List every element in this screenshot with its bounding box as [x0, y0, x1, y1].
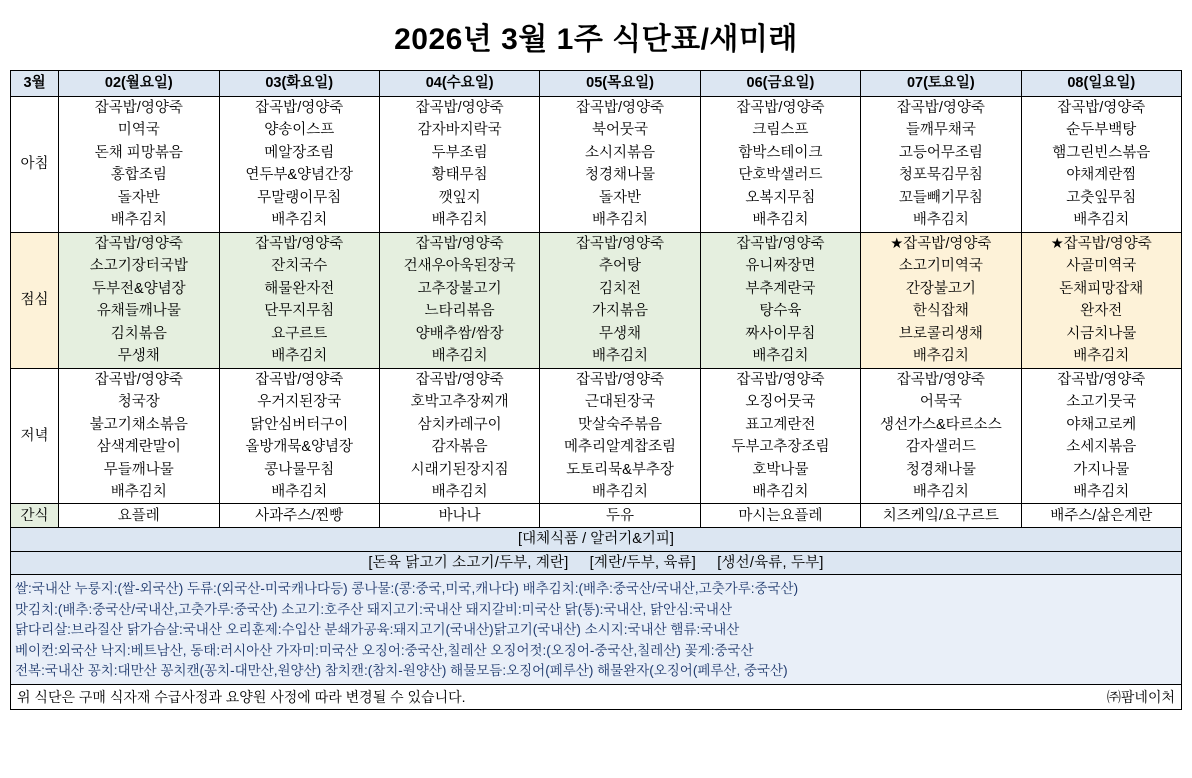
menu-item: 가지볶음: [592, 303, 649, 320]
meal-cell-breakfast-mon: [59, 97, 219, 233]
menu-item: 해물완자전: [264, 280, 335, 297]
snack-cell-tue: 사과주스/찐빵: [219, 504, 379, 528]
menu-item: 느타리볶음: [424, 303, 495, 320]
menu-item: 순두부백탕: [1066, 122, 1137, 139]
menu-item: 두부조림: [431, 144, 488, 161]
snack-cell-wed: 바나나: [379, 504, 539, 528]
menu-item: 표고계란전: [745, 416, 816, 433]
menu-item: 잡곡밥/영양죽: [94, 371, 183, 388]
meal-cell-breakfast-fri: [700, 97, 860, 233]
meal-cell-lunch-thu: [540, 232, 700, 368]
menu-item: 잡곡밥/영양죽: [415, 100, 504, 116]
menu-item: 배추김치: [1073, 348, 1130, 365]
menu-item: 호박나물: [752, 461, 809, 478]
menu-item: 유채들깨나물: [96, 303, 181, 320]
menu-item: 청국장: [117, 394, 160, 411]
menu-item: 배추김치: [912, 348, 969, 365]
menu-item: 감자볶음: [431, 439, 488, 456]
menu-item: 요구르트: [271, 325, 328, 342]
alt-food-items: [11, 551, 1182, 574]
origin-note-line: 쌀:국내산 누룽지:(쌀-외국산) 두류:(외국산-미국캐나다등) 콩나물:(콩:중국,미국,캐나다) 배추김치:(배추:중국산/국내산,고춧가루:중국산): [15, 581, 799, 597]
menu-item: 생선가스&타르소스: [879, 416, 1002, 433]
meal-cell-lunch-fri: [700, 232, 860, 368]
alt-item-2: [계란/두부, 육류]: [589, 554, 697, 571]
menu-item: 배추김치: [110, 212, 167, 229]
page-title: 2026년 3월 1주 식단표/새미래: [394, 23, 798, 56]
menu-item: 삼치카레구이: [417, 416, 502, 433]
menu-item: 들깨무채국: [905, 122, 976, 139]
header-day-sun: 08(일요일): [1021, 71, 1181, 97]
row-label-lunch: 점심: [11, 232, 59, 368]
menu-item: 닭안심버터구이: [250, 416, 349, 433]
header-day-fri: 06(금요일): [700, 71, 860, 97]
menu-item: 청경채나물: [585, 167, 656, 184]
menu-item: 김치전: [599, 280, 642, 297]
menu-item: 청경채나물: [905, 461, 976, 478]
row-label-snack: 간식: [11, 504, 59, 528]
footer-bar: [10, 685, 1182, 710]
meal-cell-dinner-fri: [700, 368, 860, 504]
menu-item: 불고기채소볶음: [89, 416, 188, 433]
menu-item: 소고기뭇국: [1066, 394, 1137, 411]
menu-item: 북어뭇국: [592, 122, 649, 139]
menu-item: 부추계란국: [745, 280, 816, 297]
menu-item: 짜사이무침: [745, 325, 816, 342]
menu-item: 배추김치: [592, 483, 649, 500]
menu-item: 유니짜장면: [745, 258, 816, 275]
menu-item: 황태무침: [431, 167, 488, 184]
footer-company: ㈜팜네이처: [1106, 688, 1175, 705]
menu-item: 야채고로케: [1066, 416, 1137, 433]
menu-item: 양배추쌈/쌈장: [415, 325, 504, 342]
header-day-mon: 02(월요일): [59, 71, 219, 97]
footer-disclaimer: 위 식단은 구매 식자재 수급사정과 요양원 사정에 따라 변경될 수 있습니다.: [17, 688, 466, 705]
menu-item: 잡곡밥/영양죽: [896, 371, 985, 388]
menu-item: 브로콜리생채: [898, 325, 983, 342]
menu-item-special: ★잡곡밥/영양죽: [890, 235, 992, 252]
meal-cell-breakfast-wed: [379, 97, 539, 233]
meal-cell-lunch-sun: [1021, 232, 1181, 368]
menu-item: 배추김치: [431, 212, 488, 229]
menu-item: 햄그린빈스볶음: [1052, 144, 1151, 161]
menu-item: 잡곡밥/영양죽: [736, 371, 825, 388]
menu-item: 우거지된장국: [257, 394, 342, 411]
menu-item: 콩나물무침: [264, 461, 335, 478]
menu-item: 고등어무조림: [898, 144, 983, 161]
alt-food-title: [대체식품 / 알러기&기피]: [11, 528, 1182, 551]
menu-item: 잡곡밥/영양죽: [575, 371, 665, 388]
header-day-thu: 05(목요일): [540, 71, 700, 97]
menu-item: 돌자반: [117, 189, 160, 206]
table-row-snack: [11, 504, 1182, 528]
table-row-lunch: [11, 232, 1182, 368]
menu-item: 단무지무침: [264, 303, 335, 320]
meal-cell-lunch-tue: [219, 232, 379, 368]
menu-item: 오징어뭇국: [745, 394, 816, 411]
menu-item: 배추김치: [752, 483, 809, 500]
meal-cell-breakfast-sun: [1021, 97, 1181, 233]
menu-item: 배추김치: [592, 348, 649, 365]
menu-item: 메추리알계찹조림: [564, 439, 677, 456]
menu-item: 잡곡밥/영양죽: [255, 235, 344, 252]
menu-item: 잡곡밥/영양죽: [415, 235, 504, 252]
menu-item: 시금치나물: [1066, 325, 1137, 342]
menu-item: 연두부&양념간장: [245, 167, 354, 184]
menu-item: 오복지무침: [745, 189, 816, 206]
origin-note-line: 전복:국내산 꽁치:대만산 꽁치캔(꽁치-대만산,원양산) 참치캔:(참치-원양산) 해물모듬:오징어(페루산) 해물완자(오징어(페루산, 중국산): [15, 663, 788, 679]
table-row-breakfast: [11, 97, 1182, 233]
snack-cell-fri: 마시는요플레: [700, 504, 860, 528]
menu-item: 무들깨나물: [103, 461, 174, 478]
menu-item: 배추김치: [110, 483, 167, 500]
menu-item: 홍합조림: [110, 167, 167, 184]
menu-item: 소고기장터국밥: [89, 258, 188, 275]
snack-cell-mon: 요플레: [59, 504, 219, 528]
menu-item: 잡곡밥/영양죽: [255, 371, 344, 388]
menu-item: 잡곡밥/영양죽: [415, 371, 504, 388]
menu-item: 어묵국: [919, 394, 962, 411]
menu-item: 배추김치: [1073, 483, 1130, 500]
weekly-menu-table: [10, 70, 1182, 575]
menu-item: 배추김치: [1073, 212, 1130, 229]
meal-cell-lunch-mon: [59, 232, 219, 368]
menu-item: 감자바지락국: [417, 122, 502, 139]
table-row-dinner: [11, 368, 1182, 504]
origin-notes: [10, 575, 1182, 685]
menu-item: 가지나물: [1073, 461, 1130, 478]
menu-item: 배추김치: [431, 483, 488, 500]
meal-cell-breakfast-thu: [540, 97, 700, 233]
menu-item: 배추김치: [271, 212, 328, 229]
row-label-breakfast: 아침: [11, 97, 59, 233]
meal-cell-dinner-mon: [59, 368, 219, 504]
menu-item: 한식잡채: [912, 303, 969, 320]
snack-cell-sun: 배주스/삶은계란: [1021, 504, 1181, 528]
menu-item: 배추김치: [592, 212, 649, 229]
menu-item: 두부고추장조림: [731, 439, 830, 456]
meal-cell-breakfast-tue: [219, 97, 379, 233]
snack-cell-thu: 두유: [540, 504, 700, 528]
menu-item: 소세지볶음: [1066, 439, 1137, 456]
menu-item: 배추김치: [912, 212, 969, 229]
menu-item: 함박스테이크: [738, 144, 823, 161]
menu-item-special: ★잡곡밥/영양죽: [1050, 235, 1152, 252]
meal-cell-lunch-wed: [379, 232, 539, 368]
origin-note-line: 닭다리살:브라질산 닭가슴살:국내산 오리훈제:수입산 분쇄가공육:돼지고기(국내산)닭고기(국내산) 소시지:국내산 햄류:국내산: [15, 622, 740, 638]
meal-cell-dinner-tue: [219, 368, 379, 504]
meal-cell-breakfast-sat: [861, 97, 1021, 233]
menu-item: 돈채피망잡채: [1059, 280, 1144, 297]
menu-item: 무생채: [599, 325, 642, 342]
menu-item: 꼬들빼기무침: [898, 189, 983, 206]
menu-item: 맛살숙주볶음: [578, 416, 663, 433]
menu-item: 삼색계란말이: [96, 439, 181, 456]
menu-item: 두부전&양념장: [91, 280, 186, 297]
menu-item: 잡곡밥/영양죽: [94, 100, 183, 116]
menu-item: 잡곡밥/영양죽: [896, 100, 985, 116]
menu-item: 배추김치: [752, 348, 809, 365]
row-label-dinner: 저녁: [11, 368, 59, 504]
menu-item: 간장불고기: [905, 280, 976, 297]
meal-cell-dinner-wed: [379, 368, 539, 504]
menu-item: 배추김치: [752, 212, 809, 229]
header-day-wed: 04(수요일): [379, 71, 539, 97]
menu-item: 감자샐러드: [905, 439, 976, 456]
table-header-row: [11, 71, 1182, 97]
menu-item: 배추김치: [431, 348, 488, 365]
menu-item: 탕수육: [759, 303, 802, 320]
menu-item: 돈채 피망볶음: [94, 144, 183, 161]
alt-item-1: [돈육 닭고기 소고기/두부, 계란]: [368, 554, 569, 571]
menu-item: 청포묵김무침: [898, 167, 983, 184]
menu-item: 시래기된장지짐: [410, 461, 509, 478]
menu-item: 돌자반: [599, 189, 642, 206]
alt-item-3: [생선/육류, 두부]: [717, 554, 824, 571]
menu-item: 김치볶음: [110, 325, 167, 342]
meal-cell-lunch-sat: [861, 232, 1021, 368]
menu-item: 무말랭이무침: [257, 189, 342, 206]
menu-item: 무생채: [117, 348, 160, 365]
header-day-sat: 07(토요일): [861, 71, 1021, 97]
menu-item: 깻잎지: [438, 189, 481, 206]
menu-item: 소시지볶음: [585, 144, 656, 161]
menu-item: 추어탕: [599, 258, 642, 275]
menu-item: 고춧잎무침: [1066, 189, 1137, 206]
menu-item: 잔치국수: [271, 258, 328, 275]
menu-item: 호박고추장찌개: [410, 394, 509, 411]
menu-item: 잡곡밥/영양죽: [575, 235, 665, 252]
menu-item: 메알장조림: [264, 144, 335, 161]
menu-item: 올방개묵&양념장: [245, 439, 354, 456]
snack-cell-sat: 치즈케잌/요구르트: [861, 504, 1021, 528]
menu-item: 완자전: [1080, 303, 1123, 320]
header-day-tue: 03(화요일): [219, 71, 379, 97]
menu-item: 양송이스프: [264, 122, 335, 139]
menu-item: 잡곡밥/영양죽: [736, 100, 825, 116]
menu-item: 잡곡밥/영양죽: [736, 235, 825, 252]
origin-note-line: 맛김치:(배추:중국산/국내산,고춧가루:중국산) 소고기:호주산 돼지고기:국내산 돼지갈비:미국산 닭(통):국내산, 닭안심:국내산: [15, 601, 733, 617]
origin-note-line: 베이컨:외국산 낙지:베트남산, 동태:러시아산 가자미:미국산 오징어:중국산,칠레산 오징어젓:(오징어-중국산,칠레산) 꽃게:중국산: [15, 642, 754, 658]
menu-item: 잡곡밥/영양죽: [1057, 100, 1146, 116]
menu-item: 크림스프: [752, 122, 809, 139]
menu-item: 소고기미역국: [898, 258, 983, 275]
menu-item: 잡곡밥/영양죽: [94, 235, 183, 252]
menu-item: 배추김치: [271, 348, 328, 365]
menu-item: 야채계란찜: [1066, 167, 1137, 184]
menu-item: 미역국: [117, 122, 160, 139]
menu-item: 근대된장국: [585, 394, 656, 411]
meal-cell-dinner-sat: [861, 368, 1021, 504]
menu-item: 건새우아욱된장국: [403, 258, 516, 275]
menu-item: 배추김치: [271, 483, 328, 500]
menu-item: 고추장불고기: [417, 280, 502, 297]
menu-item: 배추김치: [912, 483, 969, 500]
meal-cell-dinner-thu: [540, 368, 700, 504]
menu-item: 도토리묵&부추장: [566, 461, 674, 478]
meal-cell-dinner-sun: [1021, 368, 1181, 504]
header-month: 3월: [11, 71, 59, 97]
menu-item: 잡곡밥/영양죽: [1057, 371, 1146, 388]
menu-item: 단호박샐러드: [738, 167, 823, 184]
menu-item: 잡곡밥/영양죽: [575, 100, 665, 116]
menu-item: 잡곡밥/영양죽: [255, 100, 344, 116]
table-row-alt-items: [11, 551, 1182, 574]
table-row-alt-title: [11, 528, 1182, 551]
menu-item: 사골미역국: [1066, 258, 1137, 275]
